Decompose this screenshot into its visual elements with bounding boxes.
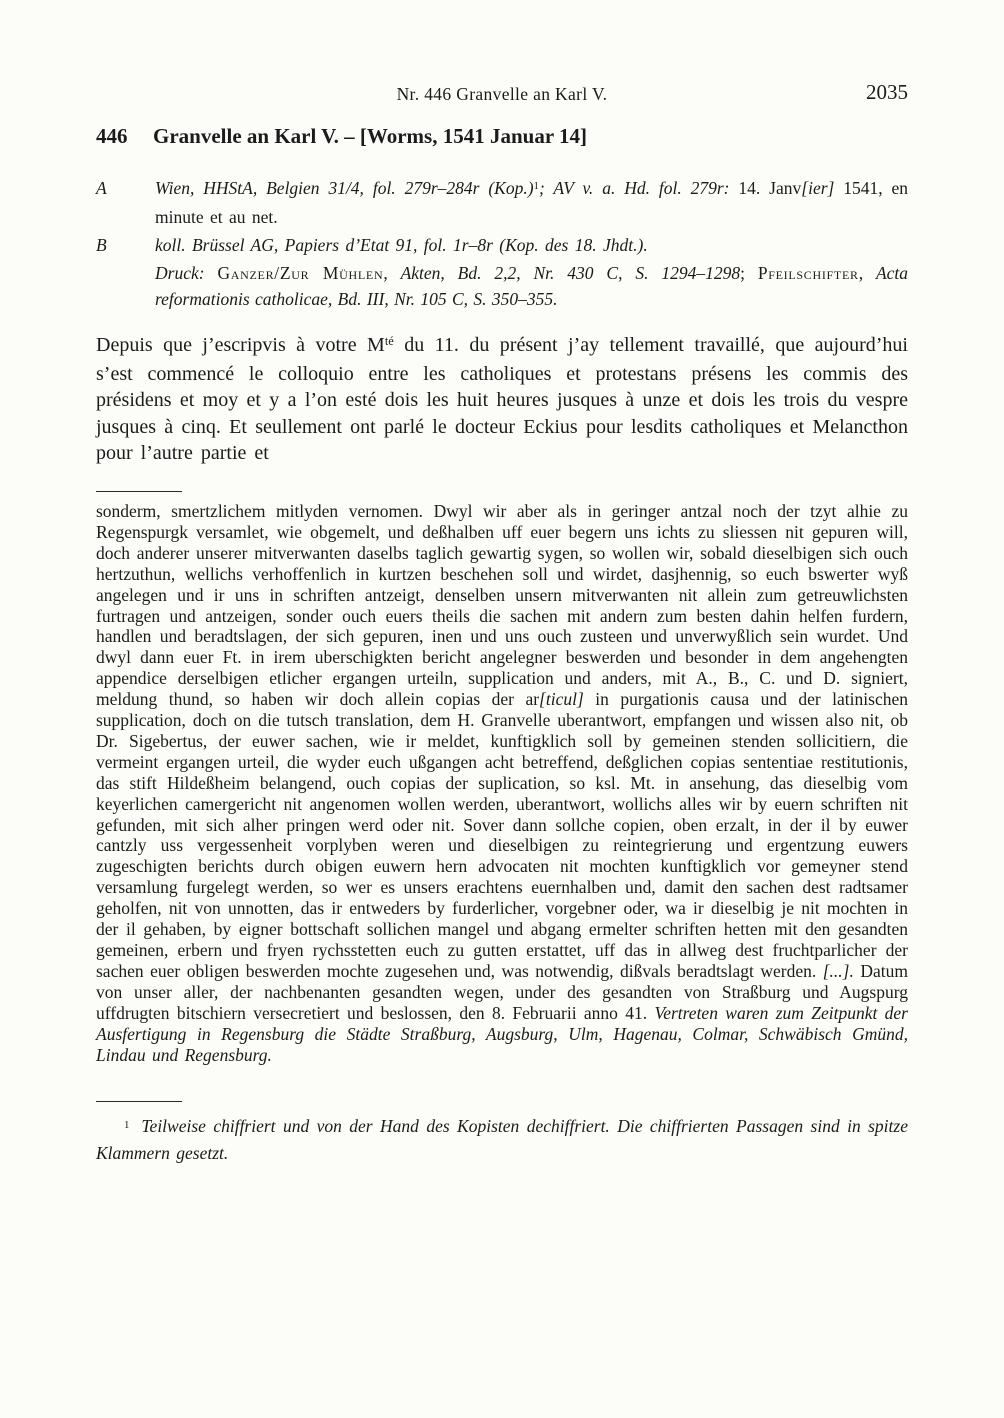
text-run: Druck: xyxy=(155,263,218,283)
source-text-b xyxy=(155,232,908,258)
text-run: Vertreten waren zum Zeitpunkt der Ausfertigung in Regensburg die Städte Straßburg, Augsburg, Ulm, Hagenau, Colmar, Schwäbisch Gmünd, Lindau und Regensburg. xyxy=(96,1002,908,1065)
text-run: Acta reformationis catholicae, Bd. III, Nr. 105 C, S. 350–355. xyxy=(155,263,909,309)
text-run: du 11. du présent j’ay tellement travaillé, que aujourd’hui s’est commencé le colloquio entre les catholiques et protestans présens les commis des présidens et moy et y a l’on esté dois les huit heures jusques à unze et dois les trois du vespre jusques à cinq. Et seullement ont parlé le docteur Eckius pour lesdits catholiques et Melancthon pour l’autre partie et xyxy=(96,334,908,465)
text-run: [ier] xyxy=(801,178,835,198)
source-label-b: B xyxy=(96,235,107,255)
letter-body xyxy=(96,332,908,467)
footnote-separator-rule xyxy=(96,491,182,492)
running-header-title: Nr. 446 Granvelle an Karl V. xyxy=(396,84,608,104)
footnote-continuation-text xyxy=(96,501,908,1065)
text-run: Wien, HHStA, Belgien 31/4, fol. 279r–284r (Kop.) xyxy=(155,178,534,198)
footnote-marker-1: 1 xyxy=(124,1118,130,1131)
text-run: Depuis que j’escripvis à votre M xyxy=(96,334,385,356)
text-run: in purgationis causa und der latinischen supplication, doch on die tutsch translation, dem H. Granvelle uberantwort, empfangen und wissen also nit, ob Dr. Sigebertus, der euwer sachen, wie ir meldet, kunftigklich soll by gemeinen stenden sollicitiern, die vermeint ergangen urteil, die wyder euch ußgangen acht betreffend, deßglichen copias sententiae restitutionis, das stift Hildeßheim belangend, ouch copias der suplication, so ksl. Mt. in ansehung, das dieselbig vom keyerlichen camergericht nit angenomen wollen werden, uberantwort, wollichs alles wir by euern schriften nit gefunden, mit sich alher pringen werd oder nit. Sover dann sollche copien, oben erzalt, in der il by euwer cantzly uss vergessenheit vorplyben weren und dieselbigen zu reintegrierung und ergentzung euwers zugeschigten berichts durch obigen euwern hern advocaten nit mochten kunftigklich vor gemeyner stend versamlung furgelegt werden, so wer es unsers erachtens euernhalben und, damit den sachen dest radtsamer geholfen, nit von unnotten, das ir entweders by furderlicher, vorgebner oder, wa ir dieselbig je nit mochten in der il gehaben, by eigner bottschaft sollichen mangel und abgang ermelter schriften hetten mit den gesandten gemeinen, erbern und fryen rychsstetten euch zu gutten erstattet, uff das in allweg dest fruchtparlicher der sachen euer obligen beswerden mochte zugesehen und, was notwendig, dißvals beradtslagt werden. xyxy=(96,689,908,981)
footnotes-block xyxy=(96,1114,908,1165)
text-run: , xyxy=(858,263,876,283)
text-run: Datum von unser aller, der nachbenanten gesandten wegen, under des gesandten von Straßburg und Augspurg uffdrugten bitschiern versecretiert und beslossen, den 8. Februarii anno 41. xyxy=(96,960,908,1023)
text-run: 1541, en minute et au net. xyxy=(155,178,909,227)
document-heading xyxy=(96,124,908,149)
footnote-1 xyxy=(96,1114,908,1165)
text-run: [ticul] xyxy=(539,689,584,710)
source-text-a xyxy=(155,175,908,230)
footnote-separator-rule-2 xyxy=(96,1101,182,1102)
footnote-continuation xyxy=(96,501,908,1065)
text-run: ; xyxy=(740,263,758,283)
source-label-a: A xyxy=(96,178,107,198)
letter-paragraph xyxy=(96,332,908,467)
page-number: 2035 xyxy=(866,80,908,104)
text-run: , xyxy=(383,263,401,283)
source-apparatus xyxy=(96,175,908,312)
text-run: 14. Janv xyxy=(738,178,802,198)
text-run: koll. Brüssel AG, Papiers d’Etat 91, fol. 1r–8r (Kop. des 18. Jhdt.). xyxy=(155,235,648,255)
print-reference xyxy=(155,260,908,312)
text-run: Akten, Bd. 2,2, Nr. 430 C, S. 1294–1298 xyxy=(400,263,741,283)
author-name: Ganzer/Zur Mühlen xyxy=(217,263,384,283)
text-run: [...]. xyxy=(822,960,854,981)
page-header xyxy=(96,80,908,108)
author-name: Pfeilschifter xyxy=(757,263,859,283)
text-run: ; AV v. a. Hd. fol. 279r: xyxy=(538,178,739,198)
text-run: té xyxy=(384,334,394,349)
document-title: Granvelle an Karl V. – [Worms, 1541 Januar 14] xyxy=(153,124,588,148)
source-entry-a xyxy=(96,175,908,230)
document-number: 446 xyxy=(96,124,128,148)
source-entry-b xyxy=(96,232,908,258)
footnote-ref-1: 1 xyxy=(533,180,539,193)
text-run: Teilweise chiffriert und von der Hand des Kopisten dechiffriert. Die chiffrierten Passagen sind in spitze Klammern gesetzt. xyxy=(96,1116,908,1164)
text-run: sonderm, smertzlichem mitlyden vernomen. Dwyl wir aber als in geringer antzal noch der tzyt alhie zu Regenspurgk versamlet, wie obgemelt, und deßhalben uff euer begern uns ichts zu sliessen nit gepuren will, doch anderer unserer mitverwanten daselbs taglich gewartig sygen, so wollen wir, sobald dieselbigen sich ouch hertzuthun, wellichs verhoffenlich in kurtzen beschehen soll und wirdet, dasjhennig, so euch bswerter wyß angelegen und ir uns in schriften antzeigt, denselben unsern mitverwanten nit allein zum getreuwlichsten furtragen und antzeigen, sonder ouch euers theils die sachen mit andern zum besten dahin helfen furdern, handlen und beradtslagen, der sich gepuren, inen und uns ouch zusteen und unverwyßlich sein wurdet. Und dwyl dann euer Ft. in irem uberschigkten bericht angelegner beswerden und besonder in dem angehengten appendice derselbigen etlicher ergangen urteiln, supplication und anders, mit A., B., C. und D. signiert, meldung thund, so haben wir doch allein copias der ar xyxy=(96,500,908,710)
